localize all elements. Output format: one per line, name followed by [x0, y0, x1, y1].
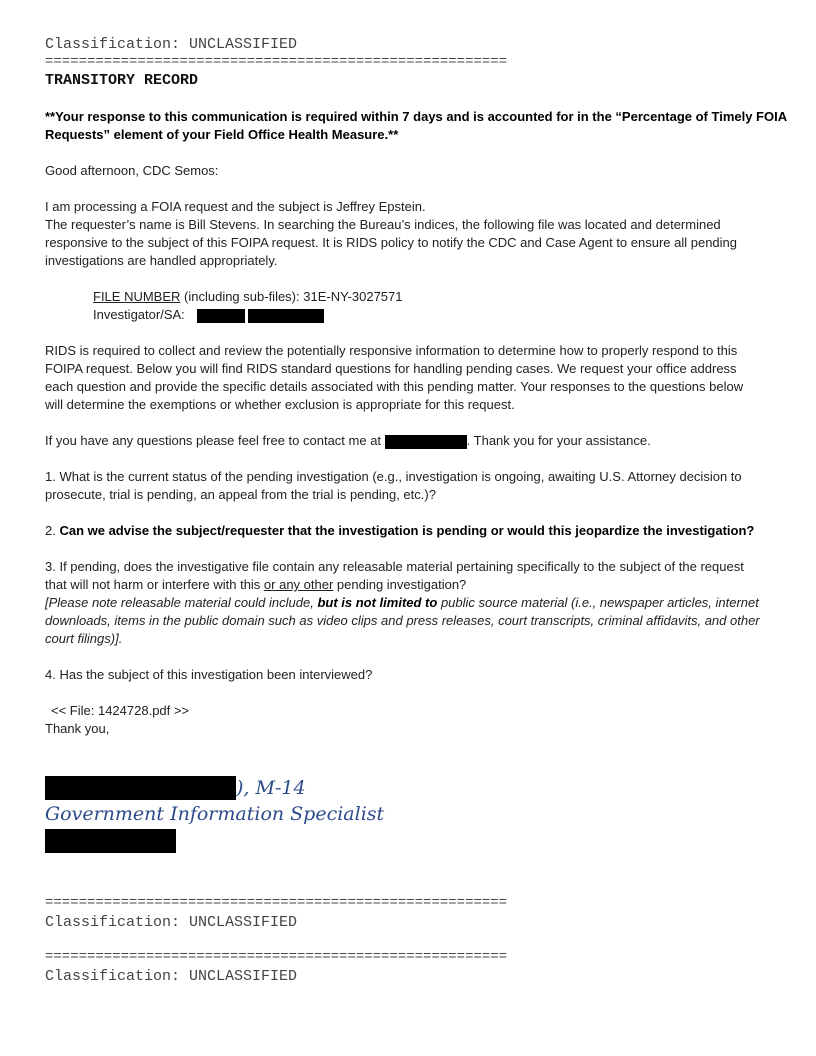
notice-line-1: **Your response to this communication is required within 7 days and is accounted for in the “Percentage of Timely FOIA — [45, 109, 788, 124]
question-3-line-2 — [45, 576, 466, 594]
question-3-line-1: 3. If pending, does the investigative file contain any releasable material pertaining specifically to the subject of the request — [45, 559, 744, 574]
intro-line-2: The requester’s name is Bill Stevens. In searching the Bureau’s indices, the following file was located and determined — [45, 217, 721, 232]
signature-title: Government Information Specialist — [45, 803, 385, 825]
rids-line-4: will determine the exemptions or whether exclusion is appropriate for this request. — [45, 397, 515, 412]
question-1-line-2: prosecute, trial is pending, an appeal from the trial is pending, etc.)? — [45, 487, 436, 502]
header-rule: ======================================================= — [45, 54, 508, 70]
classification-footer-1: Classification: UNCLASSIFIED — [45, 914, 298, 931]
redaction-block — [45, 776, 236, 800]
question-4: 4. Has the subject of this investigation been interviewed? — [45, 667, 373, 682]
investigator-label: Investigator/SA: — [93, 307, 185, 322]
greeting: Good afternoon, CDC Semos: — [45, 163, 219, 178]
signature-contact-redacted — [45, 829, 176, 853]
contact-text: If you have any questions please feel free to contact me at — [45, 433, 385, 448]
record-type: TRANSITORY RECORD — [45, 72, 199, 89]
classification-header: Classification: UNCLASSIFIED — [45, 36, 298, 53]
intro-line-1: I am processing a FOIA request and the subject is Jeffrey Epstein. — [45, 199, 426, 214]
question-2 — [45, 522, 754, 540]
contact-thanks: . Thank you for your assistance. — [466, 433, 651, 448]
file-number-label: FILE NUMBER — [93, 289, 181, 304]
question-2-number: 2. — [45, 523, 56, 538]
file-number-value: (including sub-files): 31E-NY-3027571 — [180, 289, 403, 304]
footer-rule-2: ======================================================= — [45, 949, 508, 965]
rids-line-2: FOIPA request. Below you will find RIDS standard questions for handling pending cases. We request your office address — [45, 361, 737, 376]
question-3-text-end: pending investigation? — [333, 577, 467, 592]
investigator-line — [93, 306, 324, 324]
note-emphasis: but is not limited to — [317, 595, 438, 610]
intro-line-3: responsive to the subject of this FOIPA request. It is RIDS policy to notify the CDC and Case Agent to ensure all pending — [45, 235, 738, 250]
classification-footer-2: Classification: UNCLASSIFIED — [45, 968, 298, 985]
signature-suffix: ), M-14 — [236, 777, 306, 799]
footer-rule-1: ======================================================= — [45, 895, 508, 911]
question-3-note-2: downloads, items in the public domain such as video clips and press releases, court transcripts, criminal affidavits, and other — [45, 613, 760, 628]
redaction-block — [385, 435, 467, 449]
question-3-note-1 — [45, 594, 759, 612]
note-text: [Please note releasable material could include, — [45, 595, 318, 610]
question-3-underline: or any other — [263, 577, 334, 592]
rids-line-3: each question and provide the specific details associated with this pending matter. Your responses to the questions below — [45, 379, 744, 394]
notice-line-2: Requests” element of your Field Office Health Measure.** — [45, 127, 399, 142]
closing: Thank you, — [45, 721, 110, 736]
note-text-end: public source material (i.e., newspaper articles, internet — [437, 595, 759, 610]
question-1-line-1: 1. What is the current status of the pending investigation (e.g., investigation is ongoing, awaiting U.S. Attorney decision to — [45, 469, 742, 484]
intro-line-4: investigations are handled appropriately. — [45, 253, 278, 268]
signature-name-line — [45, 776, 306, 802]
question-2-text: Can we advise the subject/requester that the investigation is pending or would this jeopardize the investigation? — [55, 523, 755, 538]
redaction-block — [45, 829, 176, 853]
question-3-text: that will not harm or interfere with this — [45, 577, 264, 592]
contact-line — [45, 432, 651, 450]
redaction-block — [197, 309, 245, 323]
question-3-note-3: court filings)]. — [45, 631, 123, 646]
file-number-line — [93, 288, 403, 306]
redaction-block — [248, 309, 324, 323]
rids-line-1: RIDS is required to collect and review the potentially responsive information to determine how to properly respond to this — [45, 343, 738, 358]
attachment-reference[interactable]: << File: 1424728.pdf >> — [51, 703, 190, 718]
